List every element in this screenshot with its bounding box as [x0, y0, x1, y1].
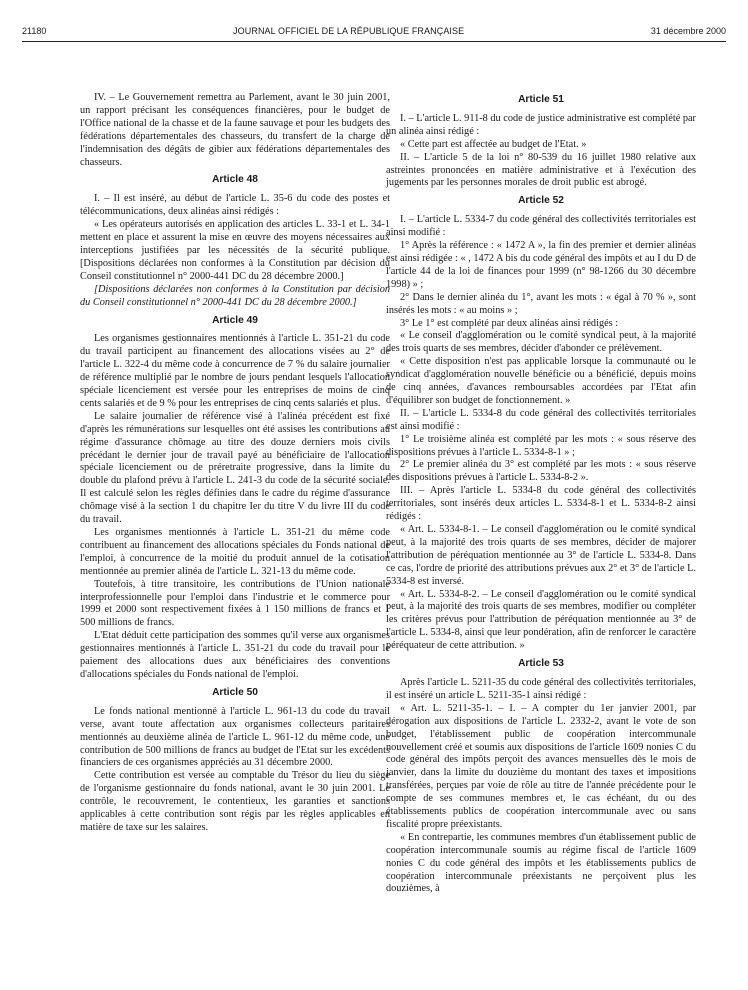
paragraph: Le fonds national mentionné à l'article L. 961-13 du code du travail verse, avant toute affectation aux organismes collecteurs paritaires mentionnés au deuxième alinéa de l'article L. 961-12 du même code, une contribution de 500 millions de francs au budget de l'Etat sur les excédents financiers de ces organismes appréciés au 31 décembre 2000.: [80, 705, 390, 769]
article-53-title: Article 53: [518, 658, 564, 670]
left-column: [80, 92, 390, 835]
paragraph: « Cette part est affectée au budget de l'Etat. »: [400, 138, 587, 150]
paragraph: « Le conseil d'agglomération ou le comité syndical peut, à la majorité des trois quarts de ses membres, décider d'abonder ce prélèvement.: [386, 330, 696, 355]
paragraph: Les organismes mentionnés à l'article L. 351-21 du même code contribuent au financement des allocations spéciales du Fonds national de l'emploi, à concurrence de la moitié du produit annuel de la cotisation mentionnée au premier alinéa de l'article L. 321-13 du même code.: [80, 527, 390, 577]
paragraph: 1° Après la référence : « 1472 A », la fin des premier et dernier alinéas est ainsi rédigée : « , 1472 A bis du code général des impôts et au I du D de l'article 44 de la loi de finances pour 1999 (n° 98-1266 du 30 décembre 1998) » ;: [386, 240, 696, 290]
paragraph: Le salaire journalier de référence visé à l'alinéa précédent est fixé d'après les rémunérations sur lesquelles ont été assises les contributions au régime d'assurance chômage au titre des douze derniers mois civils précédant le dernier jour de travail payé au bénéficiaire de l'allocation spéciale licenciement ou de préretraite progressive, dans la limite du double du plafond prévu à l'article L. 241-3 du code de la sécurité sociale. Il est calculé selon les règles définies dans le cadre du régime d'assurance chômage visé à la section 1 du chapitre Ier du titre V du livre III du code du travail.: [80, 410, 390, 526]
paragraph: « Art. L. 5211-35-1. – I. – A compter du 1er janvier 2001, par dérogation aux dispositions de l'article L. 2332-2, avant le vote de son budget, l'établissement public de coopération intercommunale nouvellement créé et soumis aux dispositions de l'article 1609 nonies C du code général des impôts perçoit des avances mensuelles dès le mois de janvier, dans la limite du douzième du montant des taxes et impositions transférées, perçues par voie de rôle au titre de l'année précédente pour le compte de ses communes membres et, le cas échéant, du ou des établissements publics de coopération intercommunale avec ou sans fiscalité propre préexistants.: [386, 702, 696, 830]
article-48-title: Article 48: [212, 174, 258, 186]
paragraph: « Cette disposition n'est pas applicable lorsque la communauté ou le syndicat d'agglomération nouvelle bénéficie ou a bénéficié, depuis moins de cinq années, d'avances remboursables accordées par l'Etat afin d'équilibrer son budget de fonctionnement. »: [386, 356, 696, 406]
paragraph: I. – L'article L. 911-8 du code de justice administrative est complété par un alinéa ainsi rédigé :: [386, 112, 696, 137]
right-column: [386, 92, 696, 896]
journal-title: JOURNAL OFFICIEL DE LA RÉPUBLIQUE FRANÇAISE: [233, 26, 465, 36]
article-50-title: Article 50: [212, 686, 258, 698]
paragraph: 1° Le troisième alinéa est complété par les mots : « sous réserve des dispositions prévues à l'article L. 5334-8-1 » ;: [386, 433, 696, 458]
paragraph: 3° Le 1° est complété par deux alinéas ainsi rédigés :: [400, 317, 619, 329]
paragraph: « Art. L. 5334-8-1. – Le conseil d'agglomération ou le comité syndical peut, à la majorité des trois quarts de ses membres, décider de majorer l'attribution de péréquation mentionnée au 3° de l'article L. 5334-8. Dans ce cas, l'ordre de priorité des attributions prévues aux 2° et 3° de l'article L. 5334-8 est inversé.: [386, 524, 696, 587]
paragraph: « Art. L. 5334-8-2. – Le conseil d'agglomération ou le comité syndical peut, à la majorité des trois quarts de ses membres, modifier ou compléter les critères prévus pour l'attribution de péréquation mentionnée au 3° de l'article L. 5334-8, ainsi que leur pondération, afin de renforcer le caractère péréquateur de cette attribution. »: [386, 588, 696, 652]
page-number: 21180: [22, 26, 47, 36]
paragraph: Après l'article L. 5211-35 du code général des collectivités territoriales, il est inséré un article L. 5211-35-1 ainsi rédigé :: [386, 676, 696, 701]
page-header: [22, 24, 726, 42]
article-51-title: Article 51: [518, 94, 564, 105]
paragraph: « En contrepartie, les communes membres d'un établissement public de coopération intercommunale soumis au régime fiscal de l'article 1609 nonies C du code général des impôts et les établissements publics de coopération intercommunale préexistants ne perçoivent plus les douzièmes, à: [386, 831, 696, 895]
article-52-title: Article 52: [518, 195, 564, 207]
paragraph: I. – L'article L. 5334-7 du code général des collectivités territoriales est ainsi modifié :: [386, 214, 696, 239]
paragraph: L'Etat déduit cette participation des sommes qu'il verse aux organismes gestionnaires mentionnés à l'article L. 351-21 du code du travail pour le paiement des allocations dues aux bénéficiaires des conventions d'allocations spéciales du Fonds national de l'emploi.: [80, 630, 390, 680]
paragraph: II. – L'article 5 de la loi n° 80-539 du 16 juillet 1980 relative aux astreintes prononcées en matière administrative et à l'exécution des jugements par les personnes morales de droit public est abrogé.: [386, 151, 696, 189]
article-49-title: Article 49: [212, 314, 258, 326]
intro-paragraph: IV. – Le Gouvernement remettra au Parlement, avant le 30 juin 2001, un rapport précisant les conséquences financières, pour le budget de l'Office national de la chasse et de la faune sauvage et pour les budgets des fédérations départementales des chasseurs, du transfert de la charge de l'indemnisation des dégâts de gibier aux fédérations départementales des chasseurs.: [80, 92, 390, 168]
paragraph: [Dispositions déclarées non conformes à la Constitution par décision du Conseil constitutionnel n° 2000-441 DC du 28 décembre 2000.]: [80, 283, 390, 308]
paragraph: III. – Après l'article L. 5334-8 du code général des collectivités territoriales, sont insérés deux articles L. 5334-8-1 et L. 5334-8-2 ainsi rédigés :: [386, 485, 696, 523]
paragraph: « Les opérateurs autorisés en application des articles L. 33-1 et L. 34-1 mettent en place et assurent la mise en œuvre des moyens nécessaires aux interceptions justifiées par les nécessités de la sécurité publique. [Dispositions déclarées non conformes à la Constitution par décision du Conseil constitutionnel n° 2000-441 DC du 28 décembre 2000.]: [80, 219, 390, 282]
paragraph: Toutefois, à titre transitoire, les contributions de l'Union nationale interprofessionnelle pour l'emploi dans l'industrie et le commerce pour 1999 et 2000 sont respectivement fixées à 1 150 millions de francs et 1 500 millions de francs.: [80, 578, 390, 629]
paragraph: II. – L'article L. 5334-8 du code général des collectivités territoriales est ainsi modifié :: [386, 407, 696, 432]
paragraph: 2° Dans le dernier alinéa du 1°, avant les mots : « égal à 70 % », sont insérés les mots : « au moins » ;: [386, 291, 696, 316]
paragraph: I. – Il est inséré, au début de l'article L. 35-6 du code des postes et télécommunications, deux alinéas ainsi rédigés :: [80, 193, 390, 218]
issue-date: 31 décembre 2000: [650, 26, 726, 36]
paragraph: 2° Le premier alinéa du 3° est complété par les mots : « sous réserve des dispositions prévues à l'article L. 5334-8-2 ».: [386, 459, 696, 484]
paragraph: Cette contribution est versée au comptable du Trésor du lieu du siège de l'organisme gestionnaire du fonds national, avant le 30 juin 2001. Le contrôle, le recouvrement, le contentieux, les garanties et sanctions applicables à cette contribution sont régis par les règles applicables en matière de taxe sur les salaires.: [80, 770, 390, 833]
paragraph: Les organismes gestionnaires mentionnés à l'article L. 351-21 du code du travail participent au financement des allocations visées au 2° de l'article L. 322-4 du même code à concurrence de 7 % du salaire journalier de référence multiplié par le nombre de jours pendant lesquels l'allocation spéciale licenciement est versée pour les entreprises de moins de cinq cents salariés et de 9 % pour les entreprises de cinq cents salariés et plus.: [80, 333, 390, 409]
